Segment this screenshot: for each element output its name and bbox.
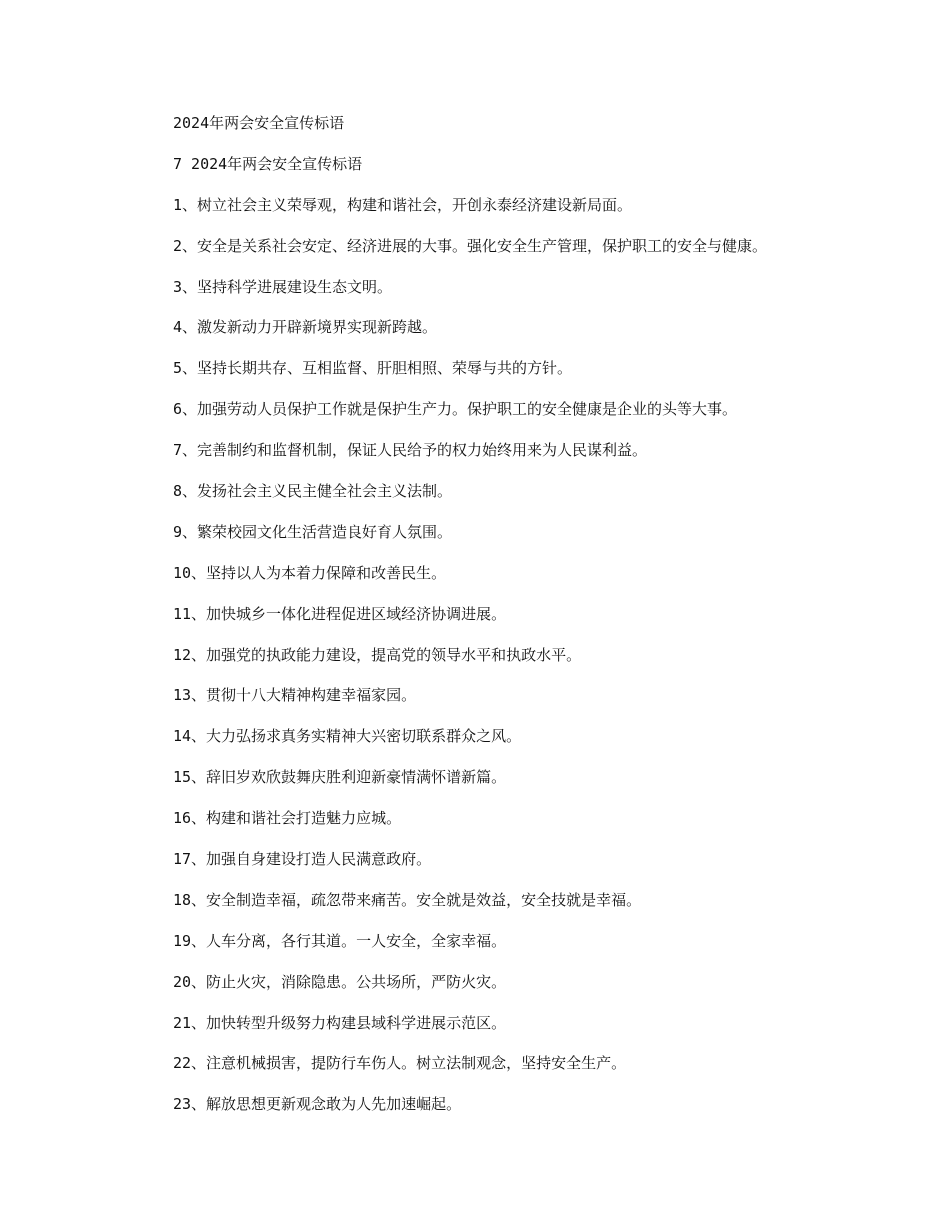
slogan-line: 13、贯彻十八大精神构建幸福家园。 [173,686,417,705]
slogan-line: 1、树立社会主义荣辱观，构建和谐社会，开创永泰经济建设新局面。 [173,195,633,214]
slogan-line: 7、完善制约和监督机制，保证人民给予的权力始终用来为人民谋利益。 [173,441,648,460]
slogan-line: 23、解放思想更新观念敢为人先加速崛起。 [173,1095,462,1114]
slogan-line: 19、人车分离，各行其道。一人安全，全家幸福。 [173,931,507,950]
slogan-line: 5、坚持长期共存、互相监督、肝胆相照、荣辱与共的方针。 [173,359,573,378]
document-subtitle: 7 2024年两会安全宣传标语 [173,154,363,173]
slogan-line: 3、坚持科学进展建设生态文明。 [173,277,393,296]
slogan-line: 6、加强劳动人员保护工作就是保护生产力。保护职工的安全健康是企业的头等大事。 [173,400,738,419]
slogan-line: 8、发扬社会主义民主健全社会主义法制。 [173,482,453,501]
slogan-line: 21、加快转型升级努力构建县域科学进展示范区。 [173,1013,507,1032]
slogan-line: 18、安全制造幸福，疏忽带来痛苦。安全就是效益，安全技就是幸福。 [173,890,642,909]
slogan-line: 2、安全是关系社会安定、经济进展的大事。强化安全生产管理，保护职工的安全与健康。 [173,236,768,255]
slogan-line: 14、大力弘扬求真务实精神大兴密切联系群众之风。 [173,727,522,746]
slogan-line: 9、繁荣校园文化生活营造良好育人氛围。 [173,522,453,541]
slogan-line: 15、辞旧岁欢欣鼓舞庆胜利迎新豪情满怀谱新篇。 [173,768,507,787]
slogan-line: 10、坚持以人为本着力保障和改善民生。 [173,563,447,582]
document-content [173,112,913,1134]
slogan-line: 17、加强自身建设打造人民满意政府。 [173,850,432,869]
document-title: 2024年两会安全宣传标语 [173,114,345,132]
slogan-line: 12、加强党的执政能力建设，提高党的领导水平和执政水平。 [173,645,582,664]
slogan-line: 11、加快城乡一体化进程促进区域经济协调进展。 [173,604,507,623]
slogan-line: 20、防止火灾，消除隐患。公共场所，严防火灾。 [173,972,507,991]
slogan-line: 16、构建和谐社会打造魅力应城。 [173,809,402,828]
slogan-line: 22、注意机械损害，提防行车伤人。树立法制观念，坚持安全生产。 [173,1054,627,1073]
slogan-line: 4、激发新动力开辟新境界实现新跨越。 [173,318,438,337]
